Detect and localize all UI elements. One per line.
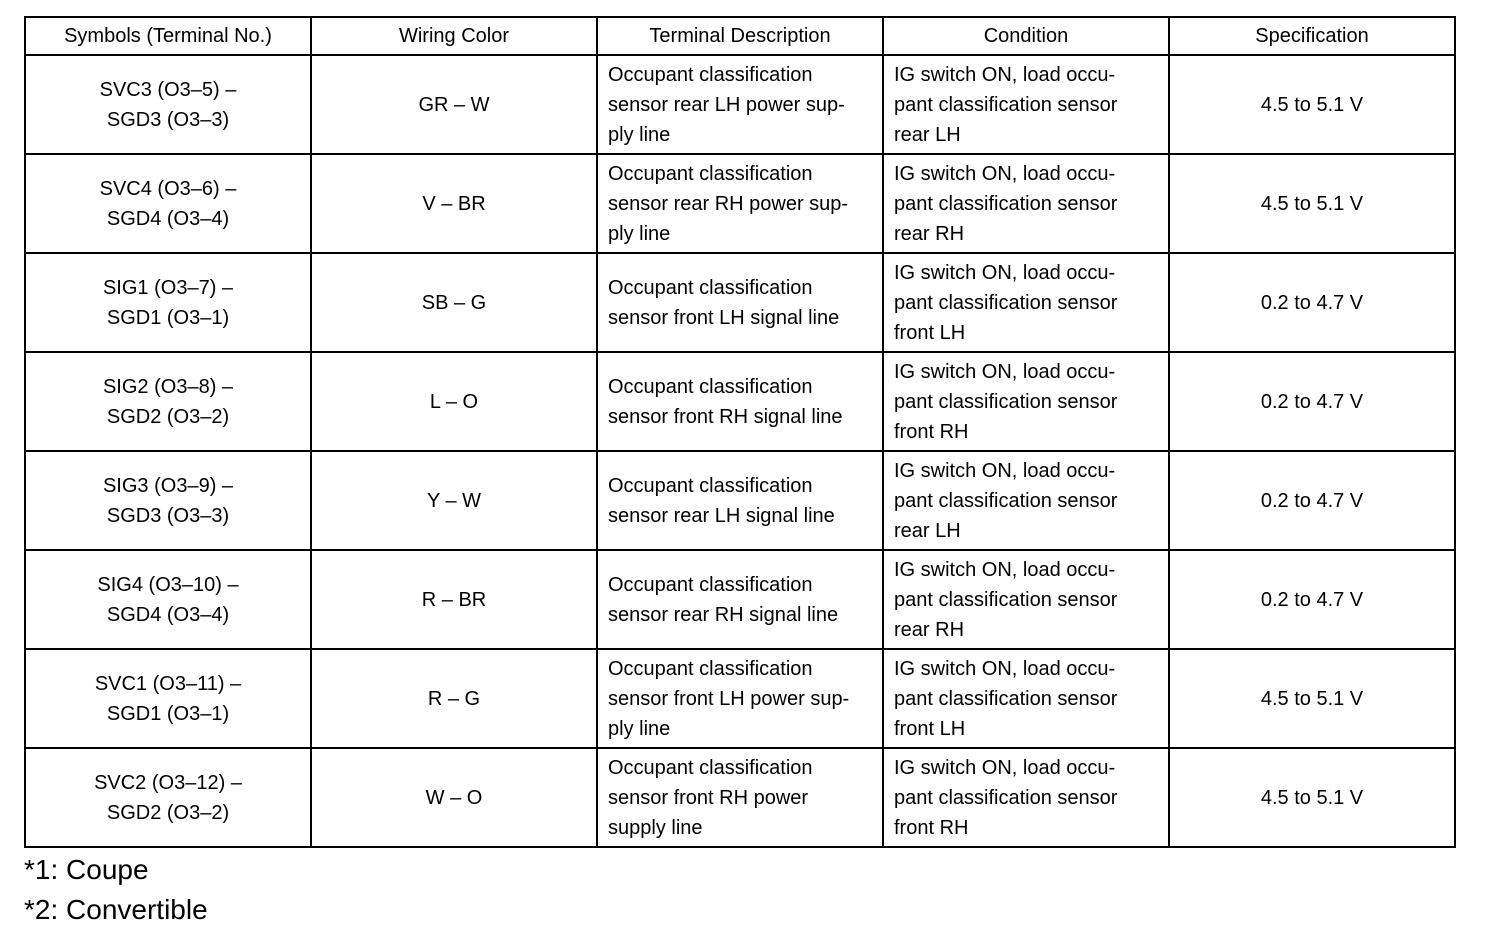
cell-symbols-line: SVC3 (O3–5) – xyxy=(99,78,237,101)
cell-symbols-line: SGD3 (O3–3) xyxy=(106,504,230,527)
cell-specification: 4.5 to 5.1 V xyxy=(1169,55,1455,154)
cell-symbols xyxy=(25,649,311,748)
cell-symbols-line: SVC4 (O3–6) – xyxy=(99,177,237,200)
cell-terminal-description-line: Occupant classification xyxy=(608,657,813,680)
cell-terminal-description xyxy=(597,451,883,550)
header-terminal-description: Terminal Description xyxy=(597,17,883,55)
cell-wiring-color: W – O xyxy=(311,748,597,847)
cell-condition-line: pant classification sensor xyxy=(894,93,1118,116)
cell-condition-line: IG switch ON, load occu- xyxy=(894,162,1116,185)
cell-wiring-color: R – BR xyxy=(311,550,597,649)
cell-symbols xyxy=(25,451,311,550)
cell-symbols-line: SGD1 (O3–1) xyxy=(106,306,230,329)
cell-terminal-description xyxy=(597,253,883,352)
cell-condition-line: pant classification sensor xyxy=(894,291,1118,314)
cell-terminal-description-line: Occupant classification xyxy=(608,756,813,779)
cell-condition-line: pant classification sensor xyxy=(894,489,1118,512)
cell-condition-line: pant classification sensor xyxy=(894,588,1118,611)
cell-terminal-description-line: Occupant classification xyxy=(608,63,813,86)
cell-terminal-description-line: Occupant classification xyxy=(608,573,813,596)
table-row xyxy=(25,451,1455,550)
footnote-coupe: *1: Coupe xyxy=(24,854,149,885)
cell-terminal-description xyxy=(597,55,883,154)
cell-symbols xyxy=(25,748,311,847)
cell-wiring-color: R – G xyxy=(311,649,597,748)
header-wiring-color: Wiring Color xyxy=(311,17,597,55)
cell-wiring-color: SB – G xyxy=(311,253,597,352)
cell-terminal-description-line: Occupant classification xyxy=(608,474,813,497)
cell-terminal-description-line: ply line xyxy=(608,717,671,740)
cell-specification: 0.2 to 4.7 V xyxy=(1169,550,1455,649)
cell-wiring-color: GR – W xyxy=(311,55,597,154)
cell-terminal-description-line: ply line xyxy=(608,222,671,245)
header-symbols: Symbols (Terminal No.) xyxy=(25,17,311,55)
cell-specification: 0.2 to 4.7 V xyxy=(1169,352,1455,451)
cell-terminal-description xyxy=(597,748,883,847)
cell-specification: 0.2 to 4.7 V xyxy=(1169,451,1455,550)
cell-symbols xyxy=(25,55,311,154)
cell-terminal-description-line: Occupant classification xyxy=(608,162,813,185)
cell-condition xyxy=(883,55,1169,154)
cell-wiring-color: L – O xyxy=(311,352,597,451)
footnotes xyxy=(24,850,208,930)
cell-specification: 4.5 to 5.1 V xyxy=(1169,154,1455,253)
cell-symbols-line: SIG2 (O3–8) – xyxy=(102,375,234,398)
cell-condition-line: rear LH xyxy=(894,519,961,542)
header-condition: Condition xyxy=(883,17,1169,55)
cell-terminal-description-line: sensor front LH power sup- xyxy=(608,687,850,710)
cell-condition-line: IG switch ON, load occu- xyxy=(894,558,1116,581)
cell-symbols-line: SGD4 (O3–4) xyxy=(106,603,230,626)
cell-terminal-description-line: sensor rear RH signal line xyxy=(608,603,839,626)
cell-condition-line: front RH xyxy=(894,420,969,443)
cell-symbols-line: SGD4 (O3–4) xyxy=(106,207,230,230)
cell-condition-line: IG switch ON, load occu- xyxy=(894,360,1116,383)
cell-condition-line: rear RH xyxy=(894,222,965,245)
table-row xyxy=(25,649,1455,748)
cell-terminal-description xyxy=(597,154,883,253)
cell-symbols xyxy=(25,154,311,253)
cell-condition-line: IG switch ON, load occu- xyxy=(894,261,1116,284)
table-row xyxy=(25,352,1455,451)
cell-terminal-description-line: sensor front LH signal line xyxy=(608,306,840,329)
cell-condition-line: front RH xyxy=(894,816,969,839)
cell-condition-line: IG switch ON, load occu- xyxy=(894,63,1116,86)
cell-terminal-description-line: sensor front RH signal line xyxy=(608,405,843,428)
cell-terminal-description xyxy=(597,550,883,649)
cell-symbols-line: SGD2 (O3–2) xyxy=(106,405,230,428)
header-specification: Specification xyxy=(1169,17,1455,55)
cell-condition-line: pant classification sensor xyxy=(894,390,1118,413)
cell-symbols-line: SGD3 (O3–3) xyxy=(106,108,230,131)
cell-symbols-line: SIG1 (O3–7) – xyxy=(102,276,234,299)
cell-terminal-description xyxy=(597,352,883,451)
cell-terminal-description-line: sensor rear LH power sup- xyxy=(608,93,845,116)
cell-condition-line: pant classification sensor xyxy=(894,786,1118,809)
cell-wiring-color: Y – W xyxy=(311,451,597,550)
cell-condition xyxy=(883,550,1169,649)
cell-terminal-description-line: sensor rear LH signal line xyxy=(608,504,835,527)
cell-condition-line: rear RH xyxy=(894,618,965,641)
cell-symbols xyxy=(25,352,311,451)
cell-terminal-description-line: supply line xyxy=(608,816,703,839)
cell-condition xyxy=(883,154,1169,253)
footnote-convertible: *2: Convertible xyxy=(24,894,208,925)
table-body xyxy=(25,55,1455,847)
cell-condition xyxy=(883,253,1169,352)
cell-specification: 0.2 to 4.7 V xyxy=(1169,253,1455,352)
cell-condition xyxy=(883,451,1169,550)
cell-terminal-description-line: Occupant classification xyxy=(608,276,813,299)
cell-symbols xyxy=(25,550,311,649)
cell-condition-line: IG switch ON, load occu- xyxy=(894,459,1116,482)
cell-terminal-description xyxy=(597,649,883,748)
cell-symbols-line: SGD1 (O3–1) xyxy=(106,702,230,725)
cell-condition xyxy=(883,748,1169,847)
table-row xyxy=(25,748,1455,847)
cell-terminal-description-line: sensor rear RH power sup- xyxy=(608,192,849,215)
cell-condition-line: front LH xyxy=(894,321,966,344)
table-row xyxy=(25,55,1455,154)
cell-symbols-line: SGD2 (O3–2) xyxy=(106,801,230,824)
table-row xyxy=(25,253,1455,352)
cell-symbols-line: SVC2 (O3–12) – xyxy=(94,771,242,794)
cell-terminal-description-line: ply line xyxy=(608,123,671,146)
cell-condition xyxy=(883,649,1169,748)
cell-condition-line: front LH xyxy=(894,717,966,740)
cell-condition xyxy=(883,352,1169,451)
cell-terminal-description-line: sensor front RH power xyxy=(608,786,809,809)
table-row xyxy=(25,154,1455,253)
cell-symbols-line: SVC1 (O3–11) – xyxy=(94,672,242,695)
cell-condition-line: pant classification sensor xyxy=(894,192,1118,215)
cell-symbols-line: SIG3 (O3–9) – xyxy=(102,474,234,497)
cell-wiring-color: V – BR xyxy=(311,154,597,253)
cell-terminal-description-line: Occupant classification xyxy=(608,375,813,398)
table-header xyxy=(25,17,1455,55)
table-row xyxy=(25,550,1455,649)
terminal-spec-table xyxy=(24,16,1456,848)
cell-symbols-line: SIG4 (O3–10) – xyxy=(97,573,239,596)
cell-specification: 4.5 to 5.1 V xyxy=(1169,649,1455,748)
cell-condition-line: IG switch ON, load occu- xyxy=(894,756,1116,779)
cell-condition-line: rear LH xyxy=(894,123,961,146)
header-row xyxy=(25,17,1455,55)
cell-condition-line: IG switch ON, load occu- xyxy=(894,657,1116,680)
cell-symbols xyxy=(25,253,311,352)
cell-specification: 4.5 to 5.1 V xyxy=(1169,748,1455,847)
cell-condition-line: pant classification sensor xyxy=(894,687,1118,710)
